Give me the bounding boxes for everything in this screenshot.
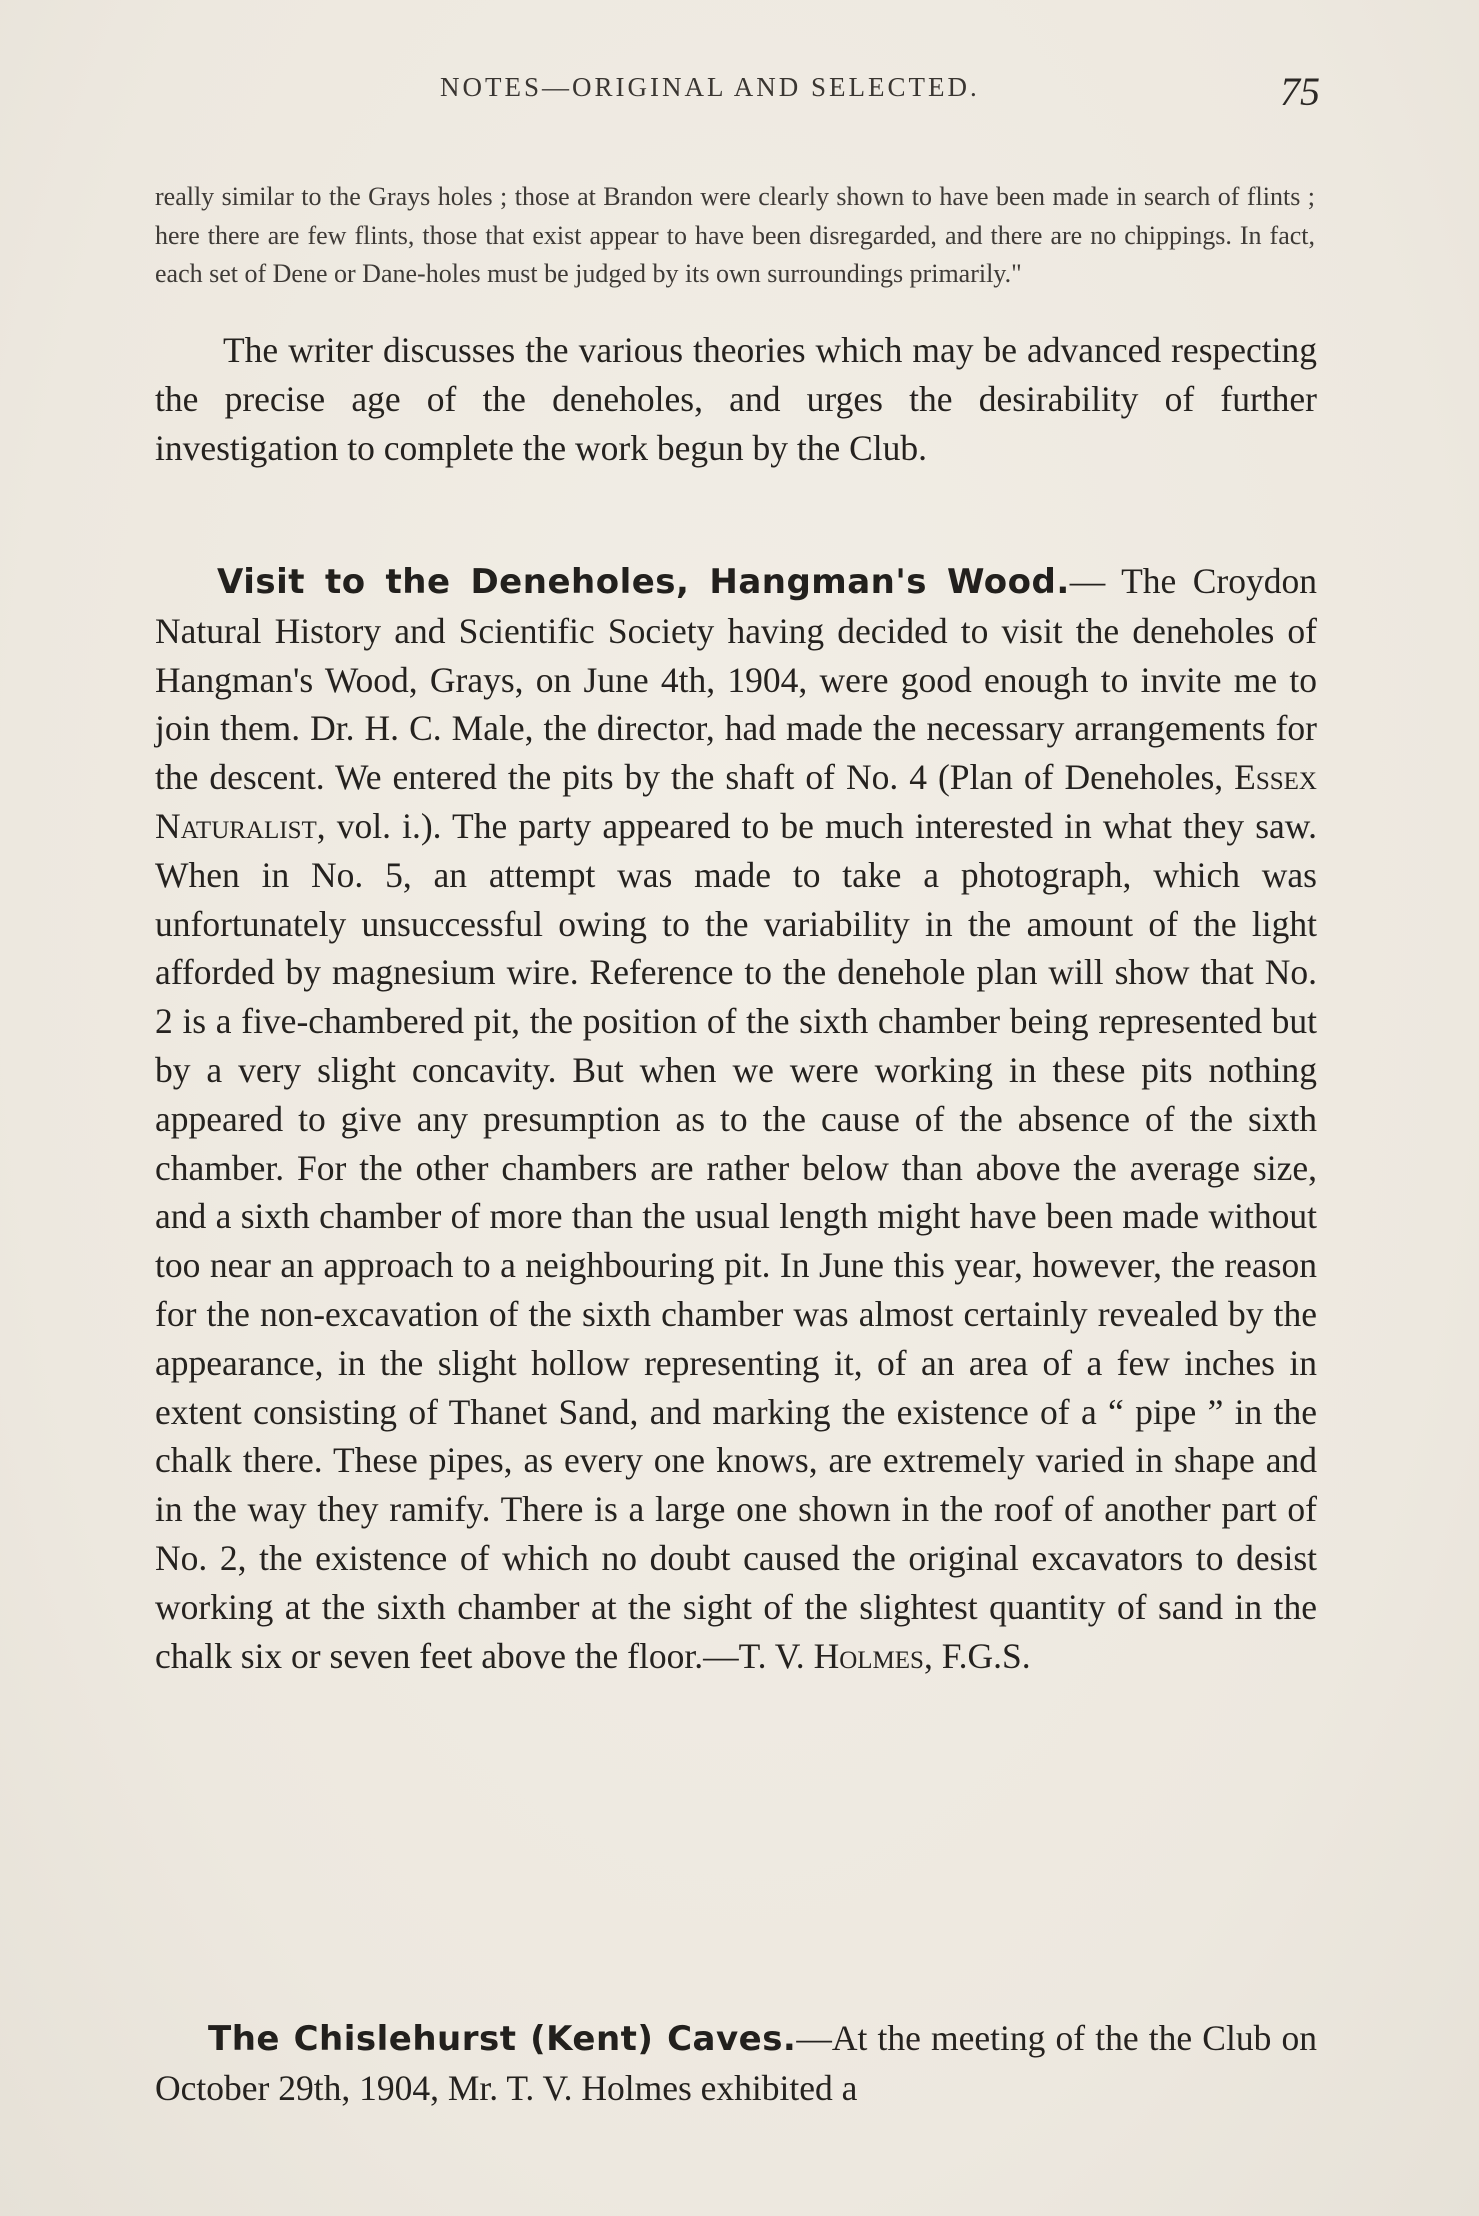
quote-paragraph: really similar to the Grays holes ; those at Brandon were clearly shown to have been made in search of flints ; here there are few flints, those that exist appear to have been disregarded, and there are no chippings. In fact, each set of Dene or Dane-holes must be judged by its own surroundings primarily." xyxy=(155,182,1315,288)
page-number: 75 xyxy=(1280,69,1320,114)
section-visit-text-rest: , vol. i.). The party appeared to be much interested in what they saw. When in No. 5, an attempt was made to take a photograph, which was unfortunately unsuccessful owing to the variability in the amount of the light afforded by magnesium wire. Reference to the denehole plan will show that No. 2 is a five-chambered pit, the position of the sixth chamber being represented but by a very slight concavity. But when we were working in these pits nothing appeared to give any presumption as to the cause of the absence of the sixth chamber. For the other chambers are rather below than above the average size, and a sixth chamber of more than the usual length might have been made without too near an approach to a neighbouring pit. In June this year, however, the reason for the non-excavation of the sixth chamber was almost certainly revealed by the appearance, in the slight hollow representing it, of an area of a few inches in extent consisting of Thanet Sand, and marking the existence of a “ pipe ” in the chalk there. These pipes, as every one knows, are extremely varied in shape and in the way they ramify. There is a large one shown in the roof of another part of No. 2, the existence of which no doubt caused the original excavators to desist working at the sixth chamber at the sight of the slightest quantity of sand in the chalk six or seven feet above the floor.—T. V. xyxy=(155,805,1317,1676)
section-chislehurst-caves xyxy=(155,2014,1317,2113)
section-heading-chislehurst: The Chislehurst (Kent) Caves. xyxy=(208,2019,797,2059)
section-chislehurst-text: —At the meeting of the the Club on October 29th, 1904, Mr. T. V. Holmes exhibited a xyxy=(155,2018,1318,2108)
section-visit-deneholes xyxy=(155,557,1317,1680)
page-header xyxy=(150,68,1320,128)
section-heading-visit: Visit to the Deneholes, Hangman's Wood. xyxy=(217,562,1070,602)
author-name: Holmes xyxy=(813,1635,924,1676)
running-head: NOTES—ORIGINAL AND SELECTED. xyxy=(440,72,980,102)
paragraph-theories: The writer discusses the various theories which may be advanced respecting the precise age of the deneholes, and urges the desirability of further investigation to complete the work begun by the Club. xyxy=(155,330,1317,468)
journal-name: Essex Naturalist xyxy=(155,757,1317,846)
author-suffix: , F.G.S. xyxy=(923,1635,1031,1676)
section-visit-text-start: — The Croydon Natural History and Scientific Society having decided to visit the deneholes of Hangman's Wood, Grays, on June 4th, 1904, were good enough to invite me to join them. Dr. H. C. Male, the director, had made the necessary arrangements for the descent. We entered the pits by the shaft of No. 4 (Plan of Deneholes, xyxy=(155,561,1317,798)
